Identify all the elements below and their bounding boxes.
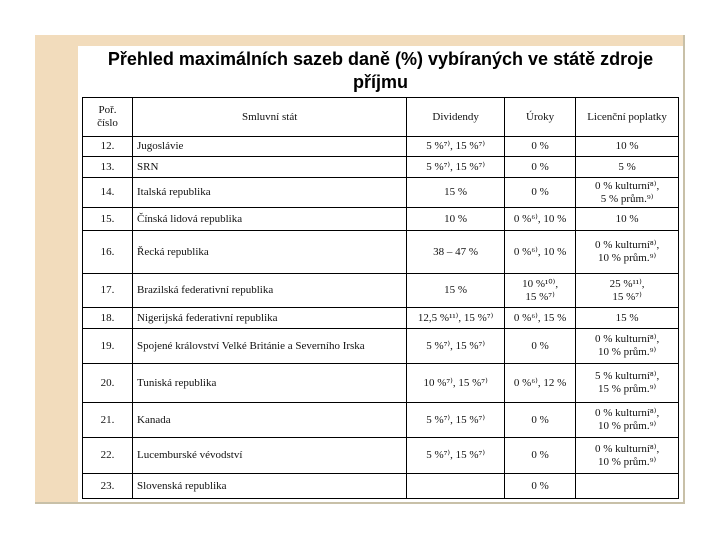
cell-state: Jugoslávie [133, 137, 407, 157]
header-royalties: Licenční poplatky [576, 98, 679, 137]
cell-dividends [407, 474, 505, 499]
cell-royalties: 5 % kulturní⁸⁾, 15 % prům.⁹⁾ [576, 364, 679, 403]
table-header-row [83, 98, 679, 137]
header-interest: Úroky [505, 98, 576, 137]
cell-dividends: 10 %⁷⁾, 15 %⁷⁾ [407, 364, 505, 403]
table-row [83, 308, 679, 329]
cell-row-number: 12. [83, 137, 133, 157]
tax-rates-table [82, 97, 679, 499]
table-row [83, 157, 679, 178]
cell-interest: 0 %⁶⁾, 10 % [505, 208, 576, 231]
cell-state: Italská republika [133, 178, 407, 208]
cell-interest: 0 % [505, 137, 576, 157]
cell-row-number: 13. [83, 157, 133, 178]
cell-state: Řecká republika [133, 231, 407, 274]
cell-row-number: 19. [83, 329, 133, 364]
cell-state: Brazilská federativní republika [133, 274, 407, 308]
cell-dividends: 15 % [407, 178, 505, 208]
table-row [83, 178, 679, 208]
cell-interest: 0 % [505, 403, 576, 438]
cell-dividends: 5 %⁷⁾, 15 %⁷⁾ [407, 157, 505, 178]
cell-row-number: 16. [83, 231, 133, 274]
cell-interest: 0 %⁶⁾, 12 % [505, 364, 576, 403]
cell-royalties [576, 474, 679, 499]
cell-state: Čínská lidová republika [133, 208, 407, 231]
cell-royalties: 15 % [576, 308, 679, 329]
cell-state: SRN [133, 157, 407, 178]
cell-state: Slovenská republika [133, 474, 407, 499]
cell-dividends: 10 % [407, 208, 505, 231]
cell-row-number: 21. [83, 403, 133, 438]
cell-interest: 0 % [505, 438, 576, 474]
header-state: Smluvní stát [133, 98, 407, 137]
header-number: Poř. číslo [83, 98, 133, 137]
table-row [83, 208, 679, 231]
table-row [83, 137, 679, 157]
cell-dividends: 38 – 47 % [407, 231, 505, 274]
cell-state: Tuniská republika [133, 364, 407, 403]
table-row [83, 403, 679, 438]
cell-royalties: 0 % kulturní⁸⁾, 10 % prům.⁹⁾ [576, 231, 679, 274]
cell-interest: 0 % [505, 329, 576, 364]
cell-state: Spojené království Velké Británie a Severního Irska [133, 329, 407, 364]
table-row [83, 329, 679, 364]
cell-state: Kanada [133, 403, 407, 438]
cell-royalties: 0 % kulturní⁸⁾, 10 % prům.⁹⁾ [576, 403, 679, 438]
table-row [83, 274, 679, 308]
cell-state: Lucemburské vévodství [133, 438, 407, 474]
cell-interest: 0 %⁶⁾, 15 % [505, 308, 576, 329]
cell-row-number: 15. [83, 208, 133, 231]
cell-dividends: 5 %⁷⁾, 15 %⁷⁾ [407, 137, 505, 157]
cell-interest: 10 %¹⁰⁾, 15 %⁷⁾ [505, 274, 576, 308]
cell-royalties: 5 % [576, 157, 679, 178]
cell-interest: 0 % [505, 157, 576, 178]
cell-interest: 0 %⁶⁾, 10 % [505, 231, 576, 274]
cell-row-number: 20. [83, 364, 133, 403]
table-row [83, 364, 679, 403]
table-row [83, 474, 679, 499]
cell-dividends: 15 % [407, 274, 505, 308]
cell-royalties: 0 % kulturní⁸⁾, 10 % prům.⁹⁾ [576, 438, 679, 474]
cell-dividends: 12,5 %¹¹⁾, 15 %⁷⁾ [407, 308, 505, 329]
cell-row-number: 14. [83, 178, 133, 208]
cell-interest: 0 % [505, 474, 576, 499]
table-row [83, 438, 679, 474]
cell-royalties: 0 % kulturní⁸⁾, 5 % prům.⁹⁾ [576, 178, 679, 208]
table-row [83, 231, 679, 274]
cell-row-number: 23. [83, 474, 133, 499]
cell-royalties: 0 % kulturní⁸⁾, 10 % prům.⁹⁾ [576, 329, 679, 364]
cell-royalties: 25 %¹¹⁾, 15 %⁷⁾ [576, 274, 679, 308]
cell-dividends: 5 %⁷⁾, 15 %⁷⁾ [407, 403, 505, 438]
cell-row-number: 22. [83, 438, 133, 474]
header-dividends: Dividendy [407, 98, 505, 137]
cell-row-number: 17. [83, 274, 133, 308]
cell-state: Nigerijská federativní republika [133, 308, 407, 329]
cell-interest: 0 % [505, 178, 576, 208]
cell-royalties: 10 % [576, 137, 679, 157]
cell-row-number: 18. [83, 308, 133, 329]
cell-dividends: 5 %⁷⁾, 15 %⁷⁾ [407, 438, 505, 474]
slide-title: Přehled maximálních sazeb daně (%) vybíraných ve státě zdroje příjmu [107, 49, 654, 92]
cell-dividends: 5 %⁷⁾, 15 %⁷⁾ [407, 329, 505, 364]
cell-royalties: 10 % [576, 208, 679, 231]
